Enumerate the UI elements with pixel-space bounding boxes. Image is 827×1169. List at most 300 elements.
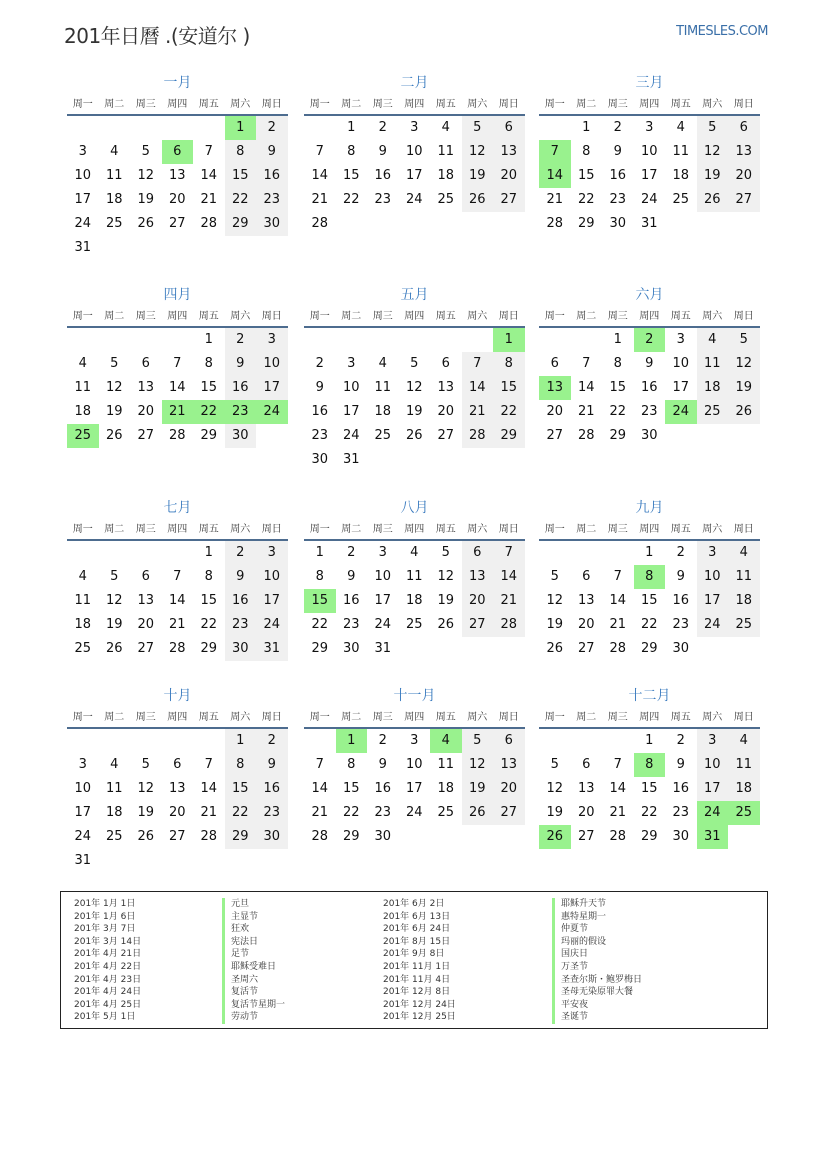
day-cell: 12 — [405, 380, 423, 395]
day-grid — [304, 541, 525, 661]
empty-cell — [539, 116, 571, 140]
holiday-name: 国庆日 — [552, 948, 642, 961]
month-block — [67, 286, 288, 448]
holiday-name: 玛丽的假设 — [552, 936, 642, 949]
day-cell: 16 — [374, 168, 392, 183]
holiday-dates-column-1 — [74, 898, 141, 1024]
day-cell: 9 — [613, 144, 622, 159]
day-cell: 21 — [311, 192, 329, 207]
day-cell: 25 — [728, 801, 760, 825]
empty-cell — [99, 729, 131, 753]
day-cell: 17 — [405, 781, 423, 796]
day-cell: 21 — [311, 805, 329, 820]
weekday-label: 周五 — [670, 311, 691, 322]
holiday-name: 圣查尔斯・鲍罗梅日 — [552, 974, 642, 987]
weekday-label: 周二 — [341, 712, 362, 723]
day-cell: 28 — [200, 216, 218, 231]
day-cell: 17 — [256, 589, 288, 613]
day-cell: 9 — [256, 140, 288, 164]
day-cell: 8 — [225, 140, 257, 164]
month-block — [304, 74, 525, 236]
day-cell: 21 — [200, 805, 218, 820]
day-cell: 13 — [728, 140, 760, 164]
day-cell: 21 — [162, 400, 194, 424]
day-cell: 9 — [225, 565, 257, 589]
holiday-date: 201年 8月 15日 — [383, 936, 451, 947]
weekday-label: 周一 — [544, 311, 565, 322]
day-cell: 23 — [311, 428, 329, 443]
day-cell: 10 — [342, 380, 360, 395]
day-cell: 8 — [347, 757, 356, 772]
day-cell: 16 — [640, 380, 658, 395]
holiday-names-column-2 — [552, 898, 642, 1024]
day-cell: 22 — [640, 617, 658, 632]
weekday-header — [304, 97, 525, 116]
empty-cell — [193, 236, 225, 260]
weekday-label: 周一 — [544, 524, 565, 535]
empty-cell — [571, 541, 603, 565]
day-cell: 15 — [640, 593, 658, 608]
day-cell: 26 — [137, 216, 155, 231]
weekday-header — [539, 710, 760, 729]
day-cell: 25 — [437, 192, 455, 207]
weekday-label: 周二 — [341, 524, 362, 535]
day-cell: 28 — [493, 613, 525, 637]
empty-cell — [399, 212, 431, 236]
month-block — [67, 499, 288, 661]
day-cell: 9 — [378, 757, 387, 772]
day-cell: 19 — [105, 404, 123, 419]
day-cell: 11 — [405, 569, 423, 584]
day-cell: 5 — [697, 116, 729, 140]
day-cell: 8 — [634, 753, 666, 777]
empty-cell — [399, 825, 431, 849]
day-cell: 26 — [697, 188, 729, 212]
day-cell: 13 — [577, 781, 595, 796]
month-block — [539, 687, 760, 849]
empty-cell — [99, 328, 131, 352]
empty-cell — [571, 729, 603, 753]
empty-cell — [162, 541, 194, 565]
weekday-label: 周二 — [576, 99, 597, 110]
day-cell: 22 — [609, 404, 627, 419]
day-cell: 7 — [204, 144, 213, 159]
day-cell: 28 — [311, 829, 329, 844]
day-cell: 23 — [609, 192, 627, 207]
day-cell: 17 — [74, 805, 92, 820]
day-cell: 2 — [315, 356, 324, 371]
day-cell: 22 — [200, 617, 218, 632]
holiday-name: 耶稣升天节 — [552, 898, 642, 911]
day-cell: 2 — [613, 120, 622, 135]
day-cell: 24 — [74, 829, 92, 844]
day-cell: 6 — [441, 356, 450, 371]
day-cell: 21 — [200, 192, 218, 207]
weekday-label: 周三 — [135, 712, 156, 723]
day-cell: 15 — [200, 380, 218, 395]
weekday-label: 周日 — [498, 712, 519, 723]
empty-cell — [162, 729, 194, 753]
day-cell: 4 — [430, 729, 462, 753]
empty-cell — [493, 448, 525, 472]
weekday-label: 周四 — [639, 712, 660, 723]
month-block — [539, 499, 760, 661]
day-cell: 27 — [577, 641, 595, 656]
day-cell: 29 — [311, 641, 329, 656]
day-cell: 27 — [168, 216, 186, 231]
day-cell: 8 — [634, 565, 666, 589]
day-cell: 23 — [374, 805, 392, 820]
holiday-name: 复活节星期一 — [222, 999, 285, 1012]
day-cell: 12 — [728, 352, 760, 376]
day-cell: 15 — [225, 777, 257, 801]
empty-cell — [225, 236, 257, 260]
day-cell: 18 — [74, 404, 92, 419]
day-cell: 3 — [410, 733, 419, 748]
day-cell: 13 — [168, 168, 186, 183]
day-cell: 9 — [315, 380, 324, 395]
month-block — [539, 74, 760, 236]
month-title: 二月 — [400, 75, 429, 91]
day-cell: 1 — [204, 545, 213, 560]
day-cell: 9 — [378, 144, 387, 159]
day-cell: 9 — [645, 356, 654, 371]
empty-cell — [99, 236, 131, 260]
weekday-header — [304, 309, 525, 328]
holiday-date: 201年 4月 21日 — [74, 949, 142, 960]
day-cell: 28 — [462, 424, 494, 448]
empty-cell — [602, 541, 634, 565]
day-cell: 6 — [582, 569, 591, 584]
day-cell: 26 — [405, 428, 423, 443]
day-cell: 18 — [105, 192, 123, 207]
weekday-label: 周三 — [135, 99, 156, 110]
empty-cell — [256, 236, 288, 260]
day-cell: 28 — [200, 829, 218, 844]
day-cell: 18 — [374, 404, 392, 419]
day-cell: 13 — [437, 380, 455, 395]
day-cell: 1 — [225, 116, 257, 140]
day-cell: 10 — [405, 757, 423, 772]
empty-cell — [367, 328, 399, 352]
day-cell: 6 — [462, 541, 494, 565]
day-cell: 7 — [539, 140, 571, 164]
day-cell: 10 — [374, 569, 392, 584]
day-cell: 29 — [200, 641, 218, 656]
day-cell: 10 — [697, 753, 729, 777]
day-cell: 16 — [311, 404, 329, 419]
day-cell: 14 — [609, 593, 627, 608]
day-cell: 7 — [173, 356, 182, 371]
empty-cell — [256, 849, 288, 873]
day-cell: 13 — [462, 565, 494, 589]
empty-cell — [697, 212, 729, 236]
weekday-label: 周五 — [670, 524, 691, 535]
day-grid — [67, 729, 288, 873]
empty-cell — [99, 116, 131, 140]
day-cell: 23 — [256, 188, 288, 212]
holiday-name: 主显节 — [222, 911, 285, 924]
empty-cell — [430, 448, 462, 472]
day-cell: 27 — [168, 829, 186, 844]
day-cell: 2 — [225, 541, 257, 565]
weekday-label: 周一 — [544, 99, 565, 110]
day-cell: 19 — [728, 376, 760, 400]
day-cell: 19 — [462, 777, 494, 801]
day-cell: 5 — [141, 144, 150, 159]
weekday-label: 周四 — [639, 524, 660, 535]
day-cell: 13 — [137, 593, 155, 608]
day-cell: 23 — [672, 617, 690, 632]
weekday-label: 周三 — [607, 311, 628, 322]
weekday-label: 周二 — [341, 311, 362, 322]
weekday-label: 周日 — [261, 524, 282, 535]
weekday-label: 周六 — [467, 712, 488, 723]
day-cell: 30 — [225, 637, 257, 661]
day-cell: 23 — [672, 805, 690, 820]
day-cell: 21 — [609, 617, 627, 632]
month-block — [67, 74, 288, 260]
day-cell: 30 — [256, 825, 288, 849]
weekday-label: 周二 — [104, 524, 125, 535]
empty-cell — [336, 212, 368, 236]
day-cell: 18 — [672, 168, 690, 183]
day-cell: 20 — [168, 192, 186, 207]
day-cell: 22 — [342, 192, 360, 207]
day-cell: 16 — [225, 376, 257, 400]
holiday-name: 复活节 — [222, 986, 285, 999]
day-cell: 19 — [546, 617, 564, 632]
day-cell: 6 — [582, 757, 591, 772]
day-cell: 18 — [437, 781, 455, 796]
holiday-date: 201年 6月 2日 — [383, 899, 445, 909]
day-cell: 27 — [137, 641, 155, 656]
weekday-label: 周日 — [733, 712, 754, 723]
weekday-label: 周六 — [702, 311, 723, 322]
day-cell: 3 — [697, 541, 729, 565]
day-cell: 7 — [204, 757, 213, 772]
weekday-header — [539, 522, 760, 541]
day-cell: 10 — [74, 781, 92, 796]
day-cell: 17 — [697, 589, 729, 613]
empty-cell — [67, 328, 99, 352]
day-cell: 12 — [546, 593, 564, 608]
day-cell: 17 — [405, 168, 423, 183]
empty-cell — [99, 541, 131, 565]
day-cell: 10 — [697, 565, 729, 589]
day-cell: 26 — [437, 617, 455, 632]
weekday-label: 周四 — [167, 524, 188, 535]
empty-cell — [367, 212, 399, 236]
day-cell: 13 — [493, 140, 525, 164]
day-cell: 14 — [200, 168, 218, 183]
weekday-header — [67, 309, 288, 328]
day-cell: 11 — [437, 757, 455, 772]
day-cell: 11 — [105, 781, 123, 796]
day-cell: 26 — [137, 829, 155, 844]
weekday-label: 周二 — [341, 99, 362, 110]
month-title: 十二月 — [628, 688, 671, 704]
day-cell: 24 — [640, 192, 658, 207]
weekday-label: 周六 — [467, 99, 488, 110]
day-cell: 20 — [577, 617, 595, 632]
day-cell: 18 — [437, 168, 455, 183]
weekday-label: 周六 — [702, 99, 723, 110]
day-cell: 14 — [200, 781, 218, 796]
weekday-label: 周二 — [576, 311, 597, 322]
day-cell: 21 — [546, 192, 564, 207]
empty-cell — [67, 116, 99, 140]
weekday-label: 周一 — [72, 524, 93, 535]
day-cell: 5 — [441, 545, 450, 560]
day-cell: 12 — [137, 168, 155, 183]
day-cell: 20 — [493, 777, 525, 801]
holiday-list — [60, 891, 768, 1029]
day-cell: 29 — [225, 825, 257, 849]
day-cell: 9 — [347, 569, 356, 584]
empty-cell — [193, 116, 225, 140]
month-title: 三月 — [635, 75, 664, 91]
empty-cell — [728, 825, 760, 849]
day-cell: 16 — [342, 593, 360, 608]
weekday-label: 周六 — [230, 712, 251, 723]
day-cell: 10 — [405, 144, 423, 159]
empty-cell — [399, 637, 431, 661]
weekday-label: 周五 — [670, 712, 691, 723]
weekday-header — [67, 710, 288, 729]
empty-cell — [130, 236, 162, 260]
day-cell: 24 — [697, 801, 729, 825]
site-brand[interactable]: TIMESLES.COM — [676, 24, 768, 39]
empty-cell — [399, 448, 431, 472]
empty-cell — [728, 637, 760, 661]
day-cell: 18 — [728, 589, 760, 613]
weekday-label: 周三 — [372, 311, 393, 322]
day-cell: 29 — [609, 428, 627, 443]
holiday-name: 足节 — [222, 948, 285, 961]
day-cell: 3 — [78, 757, 87, 772]
day-cell: 11 — [374, 380, 392, 395]
day-cell: 31 — [74, 240, 92, 255]
holiday-dates-column-2 — [383, 898, 456, 1024]
day-cell: 25 — [405, 617, 423, 632]
day-cell: 15 — [640, 781, 658, 796]
holiday-name: 劳动节 — [222, 1011, 285, 1024]
day-cell: 31 — [74, 853, 92, 868]
day-cell: 30 — [311, 452, 329, 467]
weekday-label: 周五 — [435, 712, 456, 723]
day-cell: 12 — [697, 140, 729, 164]
weekday-label: 周二 — [104, 311, 125, 322]
day-cell: 2 — [347, 545, 356, 560]
holiday-name: 狂欢 — [222, 923, 285, 936]
day-cell: 30 — [609, 216, 627, 231]
day-cell: 6 — [162, 140, 194, 164]
empty-cell — [493, 637, 525, 661]
day-cell: 3 — [676, 332, 685, 347]
day-cell: 21 — [493, 589, 525, 613]
day-cell: 20 — [462, 589, 494, 613]
day-cell: 11 — [728, 753, 760, 777]
weekday-label: 周四 — [639, 99, 660, 110]
day-cell: 7 — [493, 541, 525, 565]
day-grid — [304, 116, 525, 236]
empty-cell — [728, 424, 760, 448]
day-cell: 16 — [672, 781, 690, 796]
empty-cell — [602, 729, 634, 753]
day-cell: 2 — [634, 328, 666, 352]
weekday-label: 周五 — [198, 524, 219, 535]
day-cell: 25 — [74, 641, 92, 656]
day-cell: 23 — [640, 404, 658, 419]
day-cell: 2 — [225, 328, 257, 352]
day-cell: 1 — [582, 120, 591, 135]
holiday-date: 201年 12月 24日 — [383, 999, 456, 1010]
empty-cell — [399, 328, 431, 352]
weekday-label: 周四 — [167, 311, 188, 322]
month-title: 七月 — [163, 500, 192, 516]
empty-cell — [162, 116, 194, 140]
empty-cell — [462, 448, 494, 472]
holiday-date: 201年 5月 1日 — [74, 1012, 136, 1023]
holiday-date: 201年 3月 14日 — [74, 936, 142, 947]
holiday-name: 圣母无染原罪大餐 — [552, 986, 642, 999]
weekday-label: 周日 — [261, 712, 282, 723]
empty-cell — [162, 236, 194, 260]
day-cell: 27 — [577, 829, 595, 844]
empty-cell — [162, 849, 194, 873]
holiday-name: 圣诞节 — [552, 1011, 642, 1024]
day-cell: 6 — [141, 356, 150, 371]
empty-cell — [539, 541, 571, 565]
weekday-label: 周六 — [702, 712, 723, 723]
empty-cell — [130, 849, 162, 873]
day-cell: 2 — [676, 733, 685, 748]
day-cell: 12 — [105, 593, 123, 608]
day-cell: 12 — [137, 781, 155, 796]
day-cell: 25 — [105, 216, 123, 231]
empty-cell — [493, 212, 525, 236]
day-cell: 9 — [676, 569, 685, 584]
weekday-label: 周一 — [72, 311, 93, 322]
empty-cell — [430, 328, 462, 352]
day-cell: 11 — [74, 593, 92, 608]
day-cell: 15 — [342, 168, 360, 183]
holiday-date: 201年 11月 4日 — [383, 974, 451, 985]
day-grid — [67, 328, 288, 448]
day-cell: 25 — [67, 424, 99, 448]
day-cell: 16 — [256, 164, 288, 188]
empty-cell — [367, 448, 399, 472]
day-cell: 17 — [256, 376, 288, 400]
day-cell: 1 — [225, 729, 257, 753]
month-title: 十月 — [163, 688, 192, 704]
day-cell: 26 — [462, 801, 494, 825]
day-cell: 19 — [405, 404, 423, 419]
weekday-label: 周一 — [309, 712, 330, 723]
empty-cell — [697, 424, 729, 448]
day-cell: 9 — [256, 753, 288, 777]
day-grid — [539, 328, 760, 448]
day-cell: 14 — [609, 781, 627, 796]
day-cell: 12 — [462, 140, 494, 164]
weekday-label: 周日 — [261, 99, 282, 110]
weekday-label: 周三 — [372, 524, 393, 535]
weekday-label: 周日 — [498, 99, 519, 110]
day-cell: 23 — [342, 617, 360, 632]
day-cell: 2 — [378, 120, 387, 135]
day-cell: 6 — [173, 757, 182, 772]
